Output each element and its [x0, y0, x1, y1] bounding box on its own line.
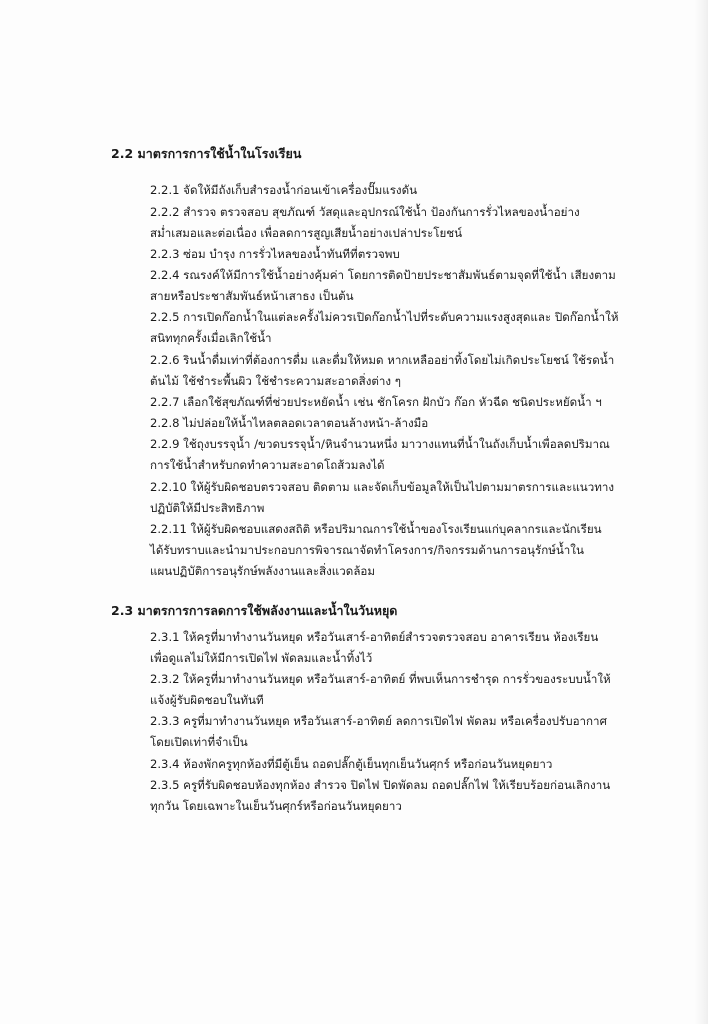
text-line: 2.3.2 ให้ครูที่มาทำงานวันหยุด หรือวันเสาร์-อาทิตย์ ที่พบเห็นการชำรุด การรั่วของระบบน้ำให้ [150, 672, 611, 686]
section-2-3-heading: 2.3 มาตรการการลดการใช้พลังงานและน้ำในวันหยุด [111, 603, 398, 618]
text-line: 2.2.6 รินน้ำดื่มเท่าที่ต้องการดื่ม และดื่มให้หมด หากเหลืออย่าทิ้งโดยไม่เกิดประโยชน์ ใช้รดน้ำ [150, 353, 615, 367]
section-2-2-heading: 2.2 มาตรการการใช้น้ำในโรงเรียน [111, 146, 302, 161]
text-line: 2.3.3 ครูที่มาทำงานวันหยุด หรือวันเสาร์-อาทิตย์ ลดการเปิดไฟ พัดลม หรือเครื่องปรับอากาศ [150, 714, 607, 728]
page-edge-shadow [694, 0, 708, 1024]
text-line: ทุกวัน โดยเฉพาะในเย็นวันศุกร์หรือก่อนวันหยุดยาว [150, 799, 402, 813]
text-line: เพื่อดูแลไม่ให้มีการเปิดไฟ พัดลมและน้ำทิ้งไว้ [150, 651, 373, 665]
text-line: 2.3.5 ครูที่รับผิดชอบห้องทุกห้อง สำรวจ ปิดไฟ ปิดพัดลม ถอดปลั๊กไฟ ให้เรียบร้อยก่อนเลิกงาน [150, 778, 611, 792]
text-line: โดยเปิดเท่าที่จำเป็น [150, 735, 248, 749]
text-line: สายหรือประชาสัมพันธ์หน้าเสาธง เป็นต้น [150, 289, 354, 303]
text-line: แผนปฏิบัติการอนุรักษ์พลังงานและสิ่งแวดล้อม [150, 564, 376, 578]
text-line: 2.2.1 จัดให้มีถังเก็บสำรองน้ำก่อนเข้าเครื่องปั๊มแรงดัน [150, 183, 418, 197]
text-line: 2.2.8 ไม่ปล่อยให้น้ำไหลตลอดเวลาตอนล้างหน้า-ล้างมือ [150, 416, 429, 430]
text-line: ต้นไม้ ใช้ชำระพื้นผิว ใช้ชำระความสะอาดสิ่งต่าง ๆ [150, 374, 401, 388]
text-line: 2.2.11 ให้ผู้รับผิดชอบแสดงสถิติ หรือปริมาณการใช้น้ำของโรงเรียนแก่บุคลากรและนักเรียน [150, 522, 602, 536]
text-line: การใช้น้ำสำหรับกดทำความสะอาดโถส้วมลงได้ [150, 458, 385, 472]
text-line: 2.2.10 ให้ผู้รับผิดชอบตรวจสอบ ติดตาม และจัดเก็บข้อมูลให้เป็นไปตามมาตรการและแนวทาง [150, 480, 615, 494]
text-line: 2.2.5 การเปิดก๊อกน้ำในแต่ละครั้งไม่ควรเปิดก๊อกน้ำไปที่ระดับความแรงสูงสุดและ ปิดก๊อกน้ำให้ [150, 310, 619, 324]
text-line: 2.2.9 ใช้ถุงบรรจุน้ำ /ขวดบรรจุน้ำ/หินจำนวนหนึ่ง มาวางแทนที่น้ำในถังเก็บน้ำเพื่อลดปริมาณ [150, 437, 610, 451]
text-line: ปฏิบัติให้มีประสิทธิภาพ [150, 501, 265, 515]
text-line: 2.2.3 ซ่อม บำรุง การรั่วไหลของน้ำทันทีที่ตรวจพบ [150, 247, 400, 261]
text-line: 2.2.4 รณรงค์ให้มีการใช้น้ำอย่างคุ้มค่า โดยการติดป้ายประชาสัมพันธ์ตามจุดที่ใช้น้ำ เสียงตาม [150, 268, 616, 282]
text-line: 2.2.2 สำรวจ ตรวจสอบ สุขภัณฑ์ วัสดุและอุปกรณ์ใช้น้ำ ป้องกันการรั่วไหลของน้ำอย่าง [150, 205, 580, 219]
text-line: 2.2.7 เลือกใช้สุขภัณฑ์ที่ช่วยประหยัดน้ำ เช่น ชักโครก ฝักบัว ก๊อก หัวฉีด ชนิดประหยัดน้ำ ฯ [150, 395, 602, 409]
text-line: 2.3.1 ให้ครูที่มาทำงานวันหยุด หรือวันเสาร์-อาทิตย์สำรวจตรวจสอบ อาคารเรียน ห้องเรียน [150, 630, 599, 644]
text-line: สนิททุกครั้งเมื่อเลิกใช้น้ำ [150, 331, 272, 345]
text-line: ได้รับทราบและนำมาประกอบการพิจารณาจัดทำโครงการ/กิจกรรมด้านการอนุรักษ์น้ำใน [150, 543, 584, 557]
text-line: แจ้งผู้รับผิดชอบในทันที [150, 693, 264, 707]
text-line: สม่ำเสมอและต่อเนื่อง เพื่อลดการสูญเสียน้ำอย่างเปล่าประโยชน์ [150, 226, 463, 240]
text-line: 2.3.4 ห้องพักครูทุกห้องที่มีตู้เย็น ถอดปลั๊กตู้เย็นทุกเย็นวันศุกร์ หรือก่อนวันหยุดยาว [150, 757, 553, 771]
